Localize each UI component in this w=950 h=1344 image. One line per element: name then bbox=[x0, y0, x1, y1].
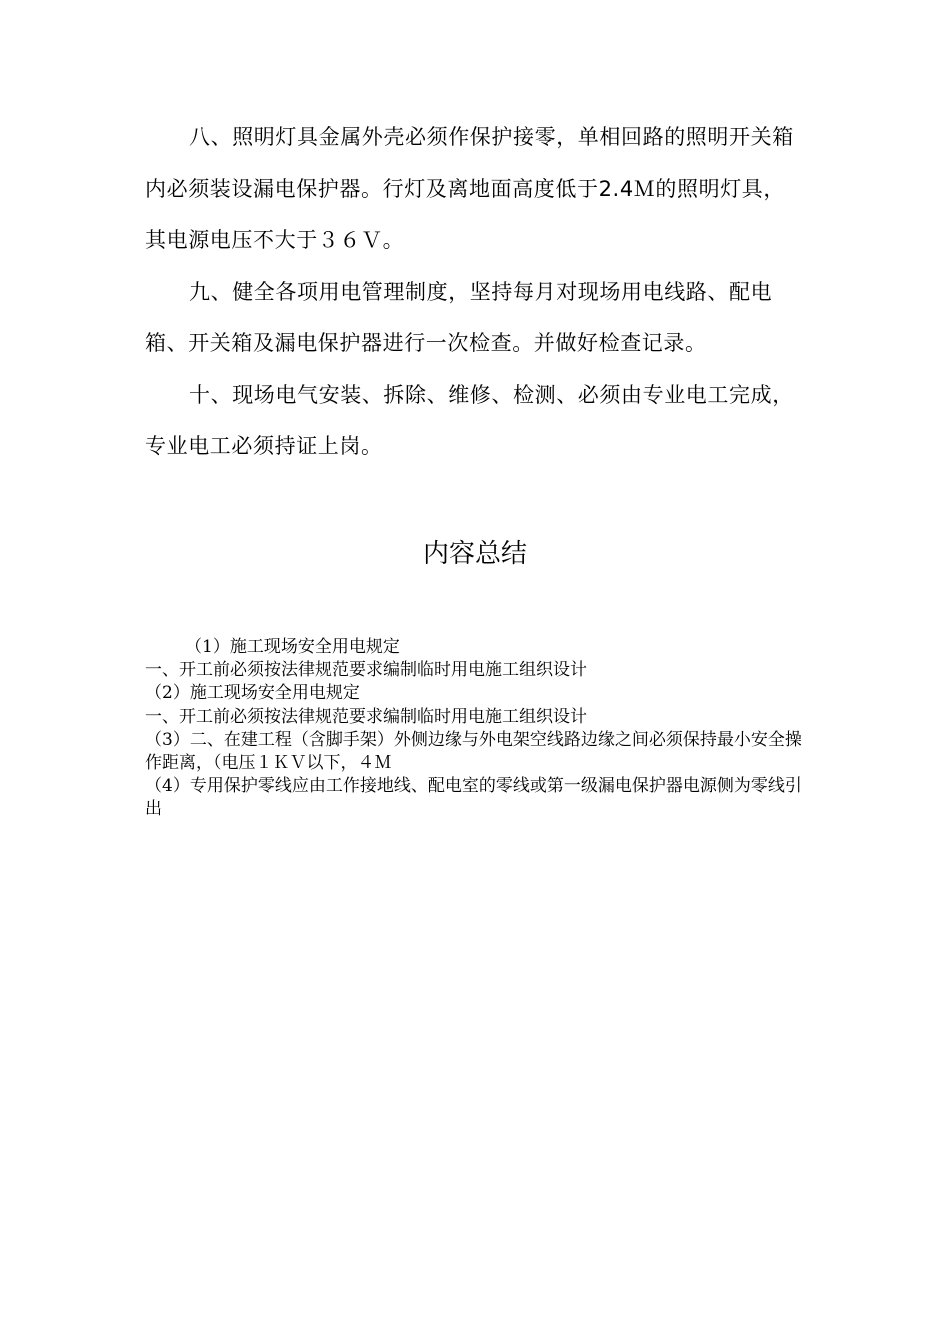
summary-line: （4）专用保护零线应由工作接地线、配电室的零线或第一级漏电保护器电源侧为零线引出 bbox=[145, 776, 802, 820]
body-text bbox=[145, 112, 805, 473]
summary-list bbox=[145, 636, 815, 822]
summary-line: （2）施工现场安全用电规定 bbox=[145, 683, 360, 704]
paragraph-9: 九、健全各项用电管理制度，坚持每月对现场用电线路、配电箱、开关箱及漏电保护器进行一次检查。并做好检查记录。 bbox=[145, 279, 773, 355]
summary-line: 一、开工前必须按法律规范要求编制临时用电施工组织设计 bbox=[145, 660, 587, 681]
summary-title: 内容总结 bbox=[422, 539, 527, 569]
paragraph-10: 十、现场电气安装、拆除、维修、检测、必须由专业电工完成，专业电工必须持证上岗。 bbox=[145, 382, 794, 458]
summary-line: （1）施工现场安全用电规定 bbox=[185, 637, 400, 657]
summary-line: （3）二、在建工程（含脚手架）外侧边缘与外电架空线路边缘之间必须保持最小安全操作距离，（电压１ＫＶ以下，４Ｍ bbox=[145, 729, 802, 774]
summary-line: 一、开工前必须按法律规范要求编制临时用电施工组织设计 bbox=[145, 706, 587, 727]
paragraph-8: 八、照明灯具金属外壳必须作保护接零，单相回路的照明开关箱内必须装设漏电保护器。行灯及离地面高度低于2.4Ｍ的照明灯具，其电源电压不大于３６Ｖ。 bbox=[145, 125, 794, 252]
